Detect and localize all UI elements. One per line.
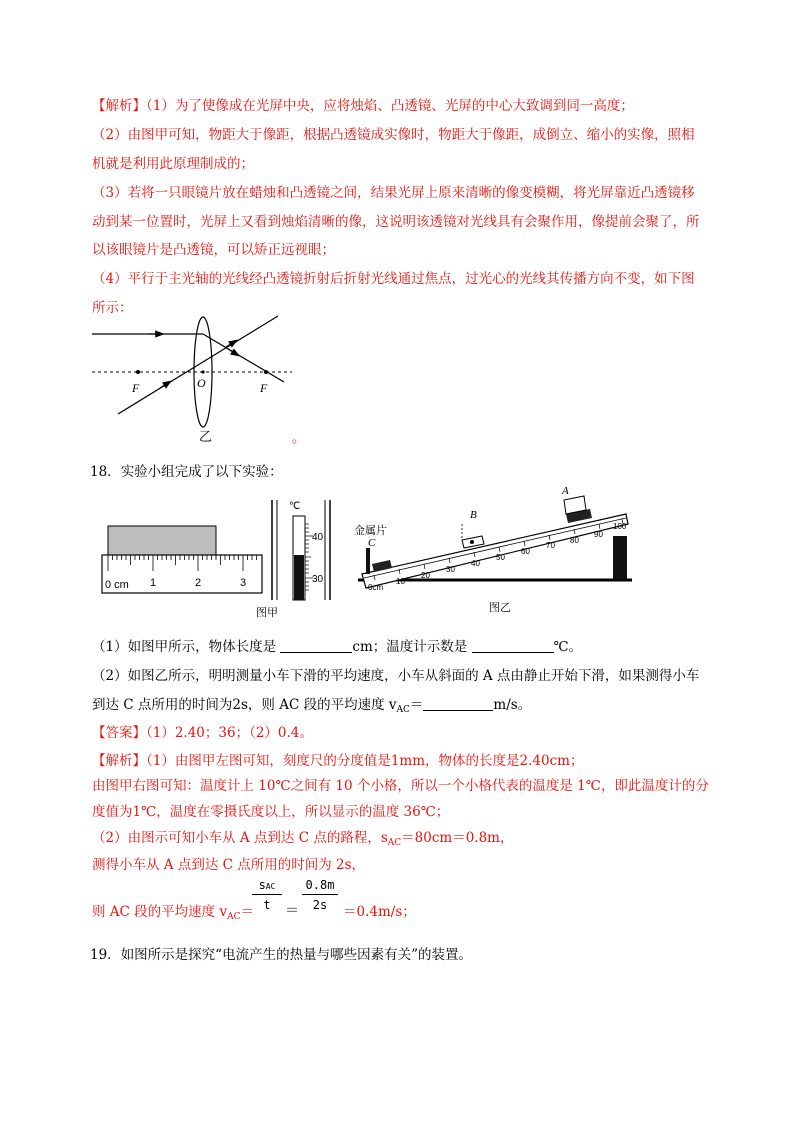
q18-part2-unit: m/s。 xyxy=(493,697,532,713)
scale-10: 10 xyxy=(396,577,405,586)
q18-analysis-line-4 xyxy=(92,829,513,852)
fraction-1-numerator: s xyxy=(258,878,266,892)
fraction-1-denominator: t xyxy=(263,898,271,912)
thermometer-label-40: 40 xyxy=(312,532,324,543)
analysis-tag-18: 【解析】 xyxy=(92,753,146,769)
length-answer-blank[interactable] xyxy=(280,639,352,653)
q17-analysis-line-5: 动到某一位置时，光屏上又看到烛焰清晰的像，这说明该透镜对光线具有会聚作用，像提前会聚了，所 xyxy=(92,214,700,230)
q18-number: 18． xyxy=(90,464,121,480)
q18-part1-text-b: cm；温度计示数是 xyxy=(352,639,472,655)
answer-text: （1）2.40；36；（2）0.4。 xyxy=(146,725,313,741)
scale-90: 90 xyxy=(594,530,603,539)
ruler-label-0: 0 cm xyxy=(105,579,129,591)
q18-analysis-text-4b: ＝80cm＝0.8m， xyxy=(401,830,514,846)
center-ray xyxy=(118,316,278,414)
q17-analysis-line-4: （3）若将一只眼镜片放在蜡烛和凸透镜之间，结果光屏上原来清晰的像变模糊，将光屏靠近凸透镜移 xyxy=(92,185,695,201)
label-metal-plate: 金属片 xyxy=(354,524,387,537)
focal-point-left xyxy=(136,370,140,374)
scale-40: 40 xyxy=(471,559,480,568)
fraction-s-over-t xyxy=(252,878,282,912)
label-o: O xyxy=(197,376,206,390)
q18-analysis-text-1: （1）由图甲左图可知，刻度尺的分度值是1mm，物体的长度是2.40cm； xyxy=(146,753,584,769)
ruler-label-2: 2 xyxy=(195,577,202,589)
q18-analysis-sub-4: AC xyxy=(387,838,402,848)
q17-analysis-line-3: 机就是利用此原理制成的； xyxy=(92,156,254,172)
figure-yi xyxy=(354,484,644,620)
figure-caption-jia: 图甲 xyxy=(256,606,278,619)
analysis-tag: 【解析】 xyxy=(92,98,146,114)
q18-analysis-line-6 xyxy=(92,903,254,926)
q17-analysis-text-1: （1）为了使像成在光屏中央，应将烛焰、凸透镜、光屏的中心大致调到同一高度； xyxy=(146,98,634,114)
fraction-2-numerator: 0.8m xyxy=(302,878,338,895)
cart-a xyxy=(564,496,592,523)
q18-analysis-line-3: 度值为1℃，温度在零摄氏度以上，所以显示的温度 36℃； xyxy=(92,804,450,820)
q18-analysis-text-6a: 则 AC 段的平均速度 v xyxy=(92,904,228,920)
trailing-period: 。 xyxy=(292,431,306,446)
q17-analysis-line-2: （2）由图甲可知，物距大于像距，根据凸透镜成实像时，物距大于像距，成倒立、缩小的实像，照相 xyxy=(92,127,695,143)
q18-analysis-text-4a: （2）由图示可知小车从 A 点到达 C 点的路程，s xyxy=(92,830,388,846)
scale-30: 30 xyxy=(446,565,455,574)
q18-stem xyxy=(90,463,283,481)
label-f-right: F xyxy=(260,381,268,395)
q18-part1-text-c: ℃。 xyxy=(553,639,583,655)
figure-caption-yi-2: 图乙 xyxy=(489,601,511,614)
q18-stem-text: 实验小组完成了以下实验： xyxy=(120,464,283,480)
scale-70: 70 xyxy=(546,541,555,550)
refracted-ray xyxy=(203,334,284,382)
q17-analysis-line-7: （4）平行于主光轴的光线经凸透镜折射后折射光线通过焦点，过光心的光线其传播方向不变，如下图 xyxy=(92,271,695,287)
equals-sign: ＝ xyxy=(285,903,299,919)
scale-0: 0cm xyxy=(368,583,384,592)
lens-ray-diagram xyxy=(88,310,318,450)
q18-answer xyxy=(92,724,313,742)
cart-b-position xyxy=(462,524,484,548)
fraction-1-numerator-sub: AC xyxy=(265,882,276,891)
q17-analysis-line-8: 所示： xyxy=(92,300,133,316)
q18-analysis-sub-6: AC xyxy=(227,912,241,922)
q18-part1 xyxy=(92,638,582,656)
q19-number: 19． xyxy=(90,947,121,963)
q19-stem xyxy=(90,946,472,964)
q17-analysis-line-6: 以该眼镜片是凸透镜，可以矫正远视眼； xyxy=(92,242,335,258)
q18-part2-eq: ＝ xyxy=(409,697,424,713)
thermometer-label-30: 30 xyxy=(312,574,324,585)
scale-100: 100 xyxy=(613,522,627,531)
speed-answer-blank[interactable] xyxy=(423,697,493,711)
fraction-2-denominator: 2s xyxy=(312,898,328,912)
fraction-values xyxy=(302,878,338,912)
q18-part2-line-2 xyxy=(92,696,531,719)
scale-80: 80 xyxy=(570,536,579,545)
thermometer-unit: ℃ xyxy=(289,501,301,512)
thermometer-liquid xyxy=(294,555,304,600)
metal-plate xyxy=(366,548,370,574)
q18-analysis-result: ＝0.4m/s； xyxy=(343,904,416,920)
q18-analysis-eq-6: ＝ xyxy=(240,904,254,920)
scale-50: 50 xyxy=(496,553,505,562)
optical-center xyxy=(201,370,204,373)
ruler-label-1: 1 xyxy=(150,577,157,589)
label-c: C xyxy=(368,537,376,549)
q19-stem-text: 如图所示是探究“电流产生的热量与哪些因素有关”的装置。 xyxy=(120,947,472,963)
answer-tag: 【答案】 xyxy=(92,725,146,741)
scale-20: 20 xyxy=(421,571,430,580)
measured-object xyxy=(108,526,216,555)
incline-support xyxy=(613,536,627,580)
label-b: B xyxy=(470,509,477,521)
q18-part2-sub: AC xyxy=(396,705,410,715)
figure-jia xyxy=(100,494,350,620)
temperature-answer-blank[interactable] xyxy=(472,639,554,653)
label-f-left: F xyxy=(132,381,140,395)
q18-part1-text-a: （1）如图甲所示，物体长度是 xyxy=(92,639,281,655)
focal-point-right xyxy=(264,370,268,374)
q18-part2-line-1: （2）如图乙所示，明明测量小车下滑的平均速度，小车从斜面的 A 点由静止开始下滑，如果测得小车 xyxy=(92,668,700,684)
label-a: A xyxy=(562,485,569,497)
q17-analysis-line-1 xyxy=(92,97,634,115)
q18-analysis-line-5: 测得小车从 A 点到达 C 点所用的时间为 2s， xyxy=(92,857,366,873)
q18-part2-text-b: 到达 C 点所用的时间为2s，则 AC 段的平均速度 v xyxy=(92,697,397,713)
scale-60: 60 xyxy=(521,547,530,556)
q18-analysis-line-1 xyxy=(92,752,583,770)
figure-caption-yi: 乙 xyxy=(199,430,213,445)
q18-analysis-line-2: 由图甲右图可知：温度计上 10℃之间有 10 个小格，所以一个小格代表的温度是 1℃，即此温度计的分 xyxy=(92,778,709,794)
ruler-label-3: 3 xyxy=(240,577,247,589)
